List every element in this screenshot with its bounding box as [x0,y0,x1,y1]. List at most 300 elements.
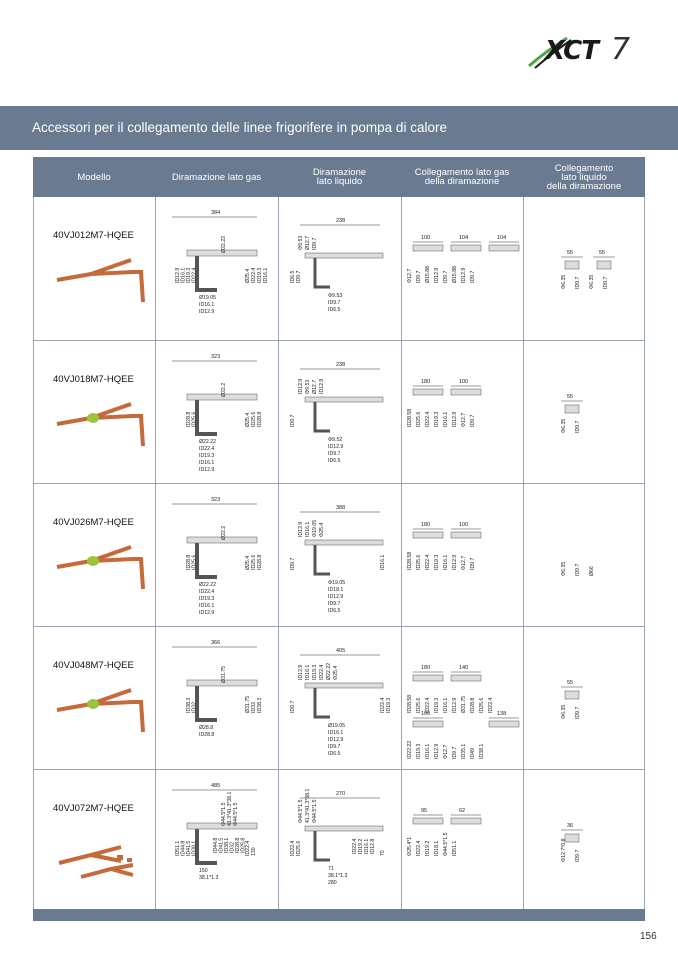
pipe-segment [91,272,143,302]
gas-branch-diagram [157,205,277,335]
dimension-label: ID25.6 [191,411,198,427]
dimension-label: Φ12.7 [461,412,467,427]
pipe-segment [91,702,143,732]
fitting-body [305,397,383,402]
row-divider [33,769,645,770]
dimension-length: 485 [211,783,221,789]
accessories-table [33,157,645,921]
dimension-label: ID9.7 [470,270,476,283]
dimension-label: ID28.8 [199,732,215,738]
dimension-label: ID12.9 [319,378,325,394]
section-title-bar [0,106,678,150]
dimension-length: 270 [336,791,346,797]
fitting-elbow [315,402,330,431]
header-gas-connection: Collegamento lato gas della diramazione [414,167,510,187]
dimension-label: ID12.9 [199,610,215,616]
gas-branch-diagram [157,492,277,622]
dimension-label: ID19.3 [434,697,440,713]
gas-connection-diagram [403,635,523,765]
fitting-body [305,253,383,258]
dimension-label: Φ25.4 [319,522,325,537]
pipe-segment [111,869,133,875]
dimension-label: 41.3*41.3*38.1 [227,791,233,826]
dimension-label: ID9.7 [290,700,296,713]
dimension-label: Ø25.4 [245,555,251,570]
dimension-label: ID19.3 [186,267,192,283]
dimension-label: ID25.6 [191,554,198,570]
coupling-body [451,532,481,538]
logo-text: XCT [545,36,598,66]
dimension-label: Φ6.35 [589,274,595,289]
dimension-label: ID16.1 [380,554,386,570]
dimension-label: ID12.9 [452,697,458,713]
dimension-label: ID9.7 [603,276,609,289]
dimension-label: ID16.1 [328,730,344,736]
dimension-label: ID28.58 [407,408,413,427]
coupling-body [451,389,481,395]
dimension-label: Ø31.75 [245,695,251,713]
gas-branch-diagram [157,635,277,765]
dimension-label: ID12.9 [199,309,215,315]
insulator-sleeve [87,413,99,423]
dimension-label: Φ44.5*1.5 [221,802,227,826]
gas-connection-diagram [403,492,523,622]
dimension-label: ID22.4 [199,446,215,452]
dimension-label: ID22.4 [290,840,296,856]
dimension-label: 71 [328,866,334,872]
dimension-label: ID22.4 [488,697,494,713]
dimension-label: ID19.3 [199,453,215,459]
dimension-label: Φ44.5*1.5 [443,832,449,856]
liquid-branch-diagram [280,349,400,479]
pipe-fitting [117,855,123,860]
dimension-label: Ø15.88 [425,265,431,283]
pipe-segment [91,855,121,861]
dimension-label: Ø22.22 [199,582,217,588]
dimension-label: ID12.9 [199,467,215,473]
dimension-length: 104 [459,235,469,241]
dimension-label: 38.1*1.3 [328,873,348,879]
dimension-label: ID22.4 [425,554,431,570]
dimension-label: ID28.8 [186,554,192,570]
dimension-label: ID16.1 [199,460,215,466]
liquid-connection-diagram [525,349,643,479]
model-name: 40VJ012M7-HQEE [53,230,134,241]
row-divider [33,340,645,341]
liquid-connection-diagram [525,778,643,908]
fitting-elbow [197,400,217,434]
table-border-right [644,197,645,909]
dimension-label: ID9.7 [328,300,341,306]
dimension-label: ID19.3 [312,664,318,680]
dimension-label: Φ9.53 [305,379,311,394]
dimension-label: 38.1*1.3 [199,875,219,881]
dimension-label: ID9.7 [290,414,296,427]
dimension-label: ID16.1 [180,267,187,283]
fitting-body [305,683,383,688]
logo-suffix: 7 [611,32,631,67]
dimension-label: ID51.1 [452,840,458,856]
dimension-length: 180 [421,379,431,385]
dimension-length: 55 [567,680,574,686]
gas-connection-diagram [403,778,523,908]
dimension-length: 104 [497,235,507,241]
dimension-label: ID12.8 [370,838,376,854]
dimension-label: ID38.1 [479,743,485,759]
dimension-label: Φ12.7 [407,268,413,283]
dimension-label: ID51.1 [175,840,181,856]
dimension-label: ID28.8 [257,554,263,570]
liquid-connection-diagram [525,492,643,622]
dimension-label: ID18.1 [434,840,440,856]
dimension-label: ID32 [191,702,198,713]
dimension-label: ID41.5 [218,837,225,853]
dimension-label: Ø31.75 [461,695,467,713]
dimension-label: ID9.7 [290,557,296,570]
dimension-label: Φ12.7 [461,555,467,570]
dimension-label: 150 [199,868,208,874]
dimension-label: Ø15.88 [452,265,458,283]
dimension-label: Ø12.7 [305,235,311,250]
dimension-label: ID38.1 [191,840,198,856]
dimension-label: ID32 [251,702,257,713]
dimension-label: 130 [251,847,257,856]
dimension-label: ID9.7 [470,557,476,570]
dimension-label: ID25.8 [240,837,247,853]
col-divider [155,197,156,909]
dimension-label: Ø19.05 [199,295,217,301]
dimension-label: ID22.4 [191,267,198,283]
dimension-label: 41.3*41.3*38.1 [305,788,311,823]
dimension-label: ID19.3 [386,697,392,713]
pipe-segment [91,559,143,589]
pipe-fitting [127,858,132,862]
dimension-label: Φ12.7*0.8 [561,838,567,862]
dimension-length: 405 [336,648,346,654]
dimension-label: ID9.7 [575,563,581,576]
dimension-label: ID19.2 [358,838,364,854]
dimension-label: Ø25.4 [245,412,251,427]
dimension-label: ID19.3 [257,267,263,283]
page-number: 156 [640,931,657,942]
dimension-label: ID6.5 [328,458,341,464]
dimension-label: ID16.1 [443,554,449,570]
header-gas-branch: Diramazione lato gas [171,171,262,183]
dimension-length: 36 [567,823,574,829]
dimension-length: 100 [459,522,469,528]
fitting-elbow [315,258,330,287]
dimension-label: ID12.9 [328,594,344,600]
fitting-elbow [315,545,330,574]
dimension-length: 238 [336,362,346,368]
dimension-label: ID12.9 [434,267,440,283]
dimension-label: ID16.1 [305,521,311,537]
dimension-label: ID38.3 [186,697,192,713]
pipe-segment [91,416,143,446]
dimension-length: 238 [336,218,346,224]
dimension-length: 388 [336,505,346,511]
dimension-label: ID28.8 [470,697,476,713]
dimension-length: 384 [211,210,221,216]
dimension-label: ID12.9 [175,267,181,283]
dimension-label: ID22.4 [425,411,431,427]
branch-pipe-photo [51,539,151,599]
header-liquid-connection: Collegamento lato liquido della diramazione [546,162,622,192]
dimension-label: Φ19.05 [312,519,318,537]
header-model: Modello [77,171,111,183]
dimension-label: ID12.9 [434,743,440,759]
dimension-label: ID16.1 [364,838,370,854]
dimension-label: ID44.8 [180,840,187,856]
dimension-label: ID6.5 [328,751,341,757]
dimension-label: ID12.9 [328,444,344,450]
dimension-length: 62 [459,808,466,814]
dimension-label: ID12.9 [452,554,458,570]
dimension-label: ID9.7 [312,237,318,250]
dimension-label: Ø28.8 [199,725,214,731]
coupling-body [413,818,443,824]
dimension-label: ID12.9 [328,737,344,743]
dimension-label: ID19.3 [416,743,422,759]
dimension-label: ID22.4 [425,697,431,713]
section-title: Accessori per il collegamento delle linee frigorifere in pompa di calore [32,120,447,135]
dimension-label: ID12.9 [461,267,467,283]
dimension-label: ID16.1 [425,743,431,759]
model-name: 40VJ018M7-HQEE [53,374,134,385]
dimension-length: 55 [567,250,574,256]
dimension-label: ID16.1 [199,302,215,308]
table-footer-bar [33,909,645,921]
coupling-body [413,389,443,395]
dimension-label: ID22.4 [245,840,251,856]
row-divider [33,626,645,627]
dimension-label: Φ9.52 [328,437,343,443]
dimension-label: ID25.6 [416,697,422,713]
dimension-label: Ø22.22 [326,662,332,680]
col-divider [401,197,402,909]
dimension-label: ID12.9 [298,521,304,537]
dimension-label: ID22.4 [380,697,386,713]
dimension-label: Φ6.35 [561,561,567,576]
dimension-length: 100 [421,235,431,241]
dimension-length: 180 [421,522,431,528]
dimension-label: Ø25.4 [245,268,251,283]
dimension-label: ID22.4 [251,267,257,283]
dimension-label: ID25.6 [251,411,257,427]
liquid-branch-diagram [280,205,400,335]
dimension-label: ID19.3 [199,596,215,602]
dimension-label: ID38.1 [224,837,230,853]
liquid-branch-diagram [280,492,400,622]
coupling-body [451,675,481,681]
dimension-length: 180 [421,665,431,671]
header-liquid-branch: Diramazione lato liquido [312,167,367,187]
dimension-label: ID9.7 [575,420,581,433]
dimension-label: 280 [328,880,337,886]
fitting-body [305,826,383,831]
dimension-label: ID28.58 [407,694,413,713]
table-border-left [33,197,34,909]
liquid-branch-diagram [280,635,400,765]
insulator-sleeve [87,556,99,566]
coupling-body [565,261,579,269]
dimension-label: Φ12.7 [443,744,449,759]
dimension-label: ID35.1 [461,743,467,759]
col-divider [523,197,524,909]
dimension-label: ID32 [229,842,236,853]
dimension-length: 95 [421,808,428,814]
dimension-label: ID22.22 [407,740,413,759]
model-name: 40VJ026M7-HQEE [53,517,134,528]
dimension-length: 366 [211,640,221,646]
dimension-label: Ø31.75 [221,665,227,683]
dimension-label: ID9.7 [575,849,581,862]
dimension-label: Φ44.5*1.5 [312,799,318,823]
dimension-label: ID12.9 [452,411,458,427]
liquid-connection-diagram [525,635,643,765]
fitting-elbow [197,686,217,720]
dimension-label: ID19.3 [434,411,440,427]
dimension-length: 100 [421,711,431,717]
dimension-label: ID12.9 [298,664,304,680]
dimension-label: Φ25.4*1 [407,836,413,856]
dimension-label: Φ9.53 [298,235,304,250]
branch-pipe-photo [51,825,151,885]
dimension-label: ID18.1 [328,587,344,593]
dimension-length: 323 [211,354,221,360]
gas-branch-diagram [157,349,277,479]
coupling-body [413,532,443,538]
dimension-label: Ø22.2 [221,382,227,397]
table-header [33,157,645,197]
branch-pipe-photo [51,252,151,312]
branch-pipe-photo [51,682,151,742]
fitting-elbow [315,688,330,717]
dimension-length: 100 [459,379,469,385]
dimension-label: Φ19.05 [328,580,346,586]
brand-logo [527,32,637,72]
pipe-segment [57,260,131,280]
fitting-elbow [197,543,217,577]
fitting-elbow [315,831,330,860]
coupling-body [451,245,481,251]
coupling-body [413,675,443,681]
coupling-body [565,834,579,842]
dimension-label: ID9.7 [296,270,302,283]
gas-connection-diagram [403,349,523,479]
dimension-label: ID12.9 [298,378,304,394]
dimension-label: ID16.1 [443,411,449,427]
coupling-body [565,691,579,699]
dimension-label: ID22.4 [416,840,422,856]
dimension-label: ID28.8 [186,411,192,427]
dimension-label: Φ44.5*1.5 [233,802,239,826]
dimension-label: ID9.7 [470,414,476,427]
insulator-sleeve [87,699,99,709]
dimension-label: ID25.6 [416,554,422,570]
coupling-body [489,245,519,251]
model-name: 40VJ072M7-HQEE [53,803,134,814]
dimension-label: ID16.1 [305,664,311,680]
dimension-label: ID38.3 [257,697,263,713]
dimension-label: ID16.1 [443,697,449,713]
liquid-branch-diagram [280,778,400,908]
coupling-body [597,261,611,269]
dimension-label: Ø22.22 [199,439,217,445]
dimension-label: Ø22.22 [221,235,227,253]
coupling-body [451,818,481,824]
dimension-label: ID9.7 [575,706,581,719]
dimension-label: ID9.7 [328,744,341,750]
dimension-label: Φ25.4 [333,665,339,680]
dimension-label: Φ6.35 [561,418,567,433]
fitting-elbow [197,256,217,290]
dimension-label: ID9.7 [328,601,341,607]
dimension-label: Ø12.7 [312,379,318,394]
dimension-label: ID44.8 [213,837,219,853]
dimension-label: ID25.6 [416,411,422,427]
dimension-length: 323 [211,497,221,503]
dimension-label: Φ6.35 [561,704,567,719]
dimension-length: 55 [599,250,606,256]
dimension-label: Φ44.5*1.5 [298,799,304,823]
dimension-label: Ø22.2 [221,525,227,540]
dimension-label: ID6.5 [290,270,296,283]
dimension-label: ID28.58 [407,551,413,570]
dimension-label: ID22.4 [199,589,215,595]
dimension-label: ID9.7 [443,270,449,283]
col-divider [278,197,279,909]
liquid-connection-diagram [525,205,643,335]
dimension-label: ID22.4 [352,838,358,854]
dimension-label: ID16.1 [199,603,215,609]
gas-connection-diagram [403,205,523,335]
dimension-length: 138 [497,711,507,717]
dimension-label: ID25.6 [296,840,302,856]
row-divider [33,483,645,484]
dimension-label: ID9.7 [452,746,458,759]
dimension-label: ID28.8 [235,837,241,853]
model-name: 40VJ048M7-HQEE [53,660,134,671]
dimension-label: ID25.6 [251,554,257,570]
dimension-label: ID6.5 [328,307,341,313]
dimension-label: ID9.7 [575,276,581,289]
dimension-label: ID19.2 [425,840,431,856]
gas-branch-diagram [157,778,277,908]
dimension-label: ID16.1 [263,267,269,283]
coupling-body [413,245,443,251]
dimension-length: 55 [567,394,574,400]
coupling-body [489,721,519,727]
fitting-body [305,540,383,545]
dimension-label: Ø66 [589,566,595,576]
dimension-label: Ø19.05 [328,723,346,729]
dimension-label: ID22.4 [319,664,325,680]
dimension-label: ID9.7 [416,270,422,283]
dimension-label: ID19.3 [434,554,440,570]
coupling-body [413,721,443,727]
dimension-label: ID25.6 [479,697,485,713]
dimension-label: ID49 [470,748,476,759]
dimension-label: ID6.5 [328,608,341,614]
branch-pipe-photo [51,396,151,456]
dimension-length: 140 [459,665,469,671]
dimension-label: Φ9.53 [328,293,343,299]
dimension-label: ID28.8 [257,411,263,427]
dimension-label: 70 [380,850,386,856]
dimension-label: ID9.7 [328,451,341,457]
dimension-label: ID41.5 [186,840,192,856]
